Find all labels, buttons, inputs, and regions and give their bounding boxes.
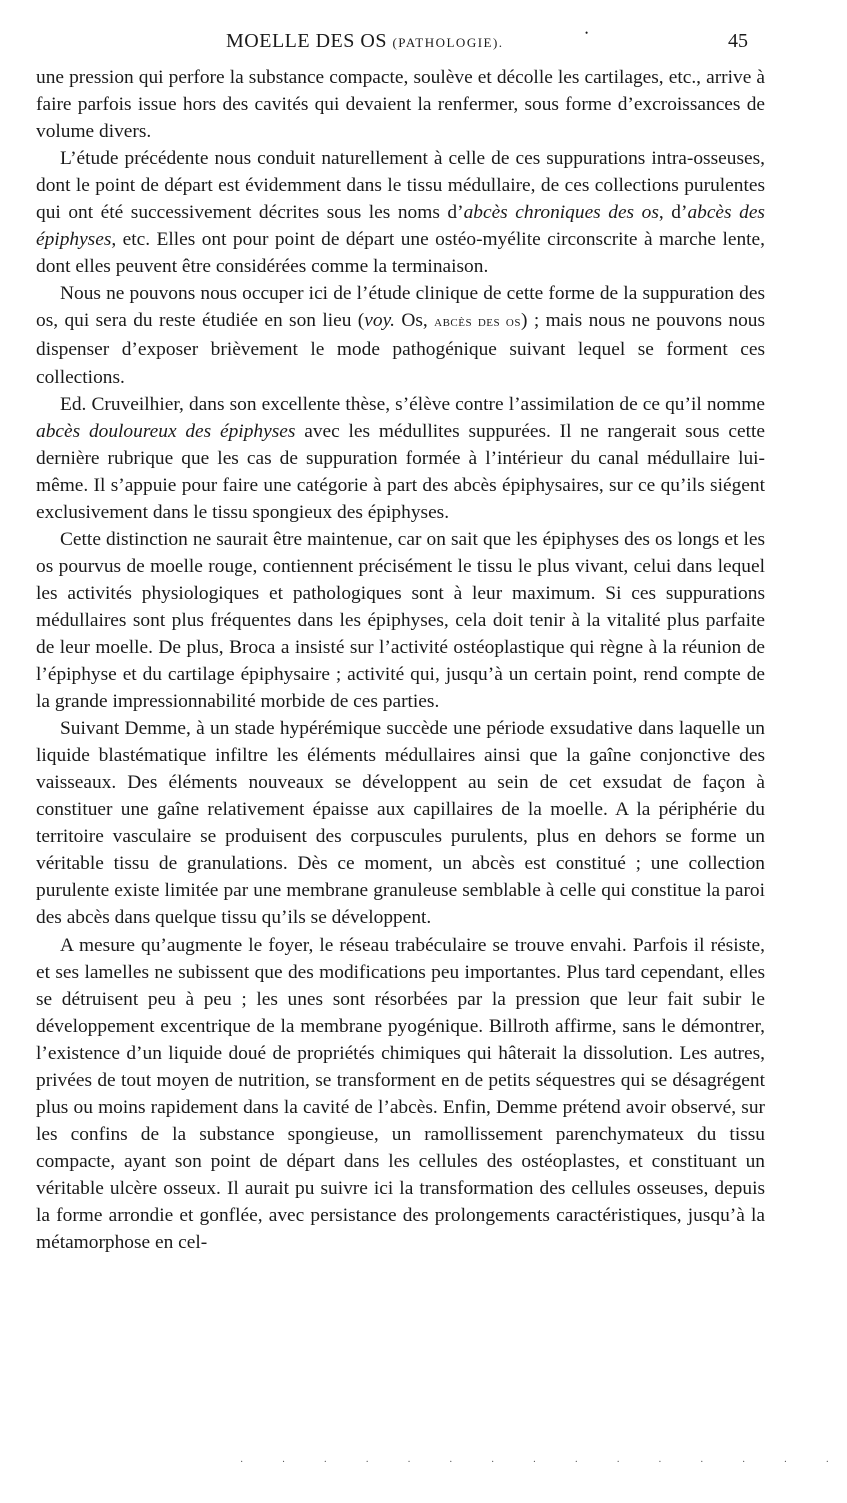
print-speck: • [585,28,589,38]
header-title-group [226,30,504,53]
header-subtitle: (PATHOLOGIE). [392,35,504,50]
italic-phrase: abcès des épiphyses [36,202,765,251]
text-run: Suivant Demme, à un stade hypérémique succède une période exsudative dans laquelle un liquide blastématique infiltre les éléments médullaires ainsi que la gaîne conjonctive des vaisseaux. Des éléments nouveaux se développent au sein de cet exsudat de façon à constituer une gaîne relativement épaisse aux capillaires de la moelle. A la périphérie du territoire vasculaire se produisent des corpuscules purulents, plus en dehors se forme un véritable tissu de granulations. Dès ce moment, un abcès est constitué ; une collection purulente existe limitée par une membrane granuleuse semblable à celle qui constitue la paroi des abcès dans quelque tissu qu’ils se développent. [36,718,765,929]
text-run: Cette distinction ne saurait être maintenue, car on sait que les épiphyses des os longs et les os pourvus de moelle rouge, contiennent précisément le tissu le plus vivant, celui dans lequel les activités physiologiques et pathologiques sont à leur maximum. Si ces suppurations médullaires sont plus fréquentes dans les épiphyses, cela doit tenir à la vitalité plus parfaite de leur moelle. De plus, Broca a insisté sur l’activité ostéoplastique qui règne à la réunion de l’épiphyse et du cartilage épiphysaire ; activité qui, jusqu’à un certain point, rend compte de la grande impressionnabilité morbide de ces parties. [36,528,765,713]
paragraph [36,145,765,280]
page-number: 45 [728,30,748,52]
text-run: , etc. Elles ont pour point de départ une ostéo-myélite circonscrite à marche lente, dont elles peuvent être considérées comme la terminaison. [36,229,765,278]
text-run: Os, [394,310,435,332]
bottom-print-noise: · · · · · · · · · · · · · · · [240,1457,847,1468]
italic-phrase: voy. [364,310,395,332]
small-caps-phrase: abcès des os [434,314,521,331]
paragraph [36,64,765,145]
paragraph [36,391,765,526]
text-run: Nous ne pouvons nous occuper ici de l’étude clinique de cette forme de la suppuration des os, qui sera du reste étudiée en son lieu ( [36,283,765,332]
paragraph [36,932,765,1257]
text-run: , d’ [658,202,688,224]
text-run: A mesure qu’augmente le foyer, le réseau trabéculaire se trouve envahi. Parfois il résiste, et ses lamelles ne subissent que des modifications peu importantes. Plus tard cependant, elles se détruisent peu à peu ; les unes sont résorbées par la pression que leur fait subir le développement excentrique de la membrane pyogénique. Billroth affirme, sans le démontrer, l’existence d’un liquide doué de propriétés chimiques qui hâterait la dissolution. Les autres, privées de tout moyen de nutrition, se transforment en de petits séquestres qui se désagrégent plus ou moins rapidement dans la cavité de l’abcès. Enfin, Demme prétend avoir observé, sur les confins de la substance spongieuse, un ramollissement parenchymateux du tissu compacte, ayant son point de départ dans les cellules des ostéoplastes, et constituant un véritable ulcère osseux. Il aurait pu suivre ici la transformation des cellules osseuses, depuis la forme arrondie et gonflée, avec persistance des prolongements caractéristiques, jusqu’à la métamorphose en cel- [36,934,765,1254]
paragraph [36,280,765,390]
paragraph [36,526,765,715]
body-text [36,64,765,1256]
text-run: L’étude précédente nous conduit naturellement à celle de ces suppurations intra-osseuses, dont le point de départ est évidemment dans le tissu médullaire, de ces collections purulentes qui ont été successivement décrites sous les noms d’ [36,148,765,224]
italic-phrase: abcès douloureux des épiphyses [36,420,296,442]
text-run: avec les médullites suppurées. Il ne rangerait sous cette dernière rubrique que les cas de suppuration formée à l’intérieur du canal médullaire lui-même. Il s’appuie pour faire une catégorie à part des abcès épiphysaires, sur ce qu’ils siégent exclusivement dans le tissu spongieux des épiphyses. [36,420,765,523]
text-run: Ed. Cruveilhier, dans son excellente thèse, s’élève contre l’assimilation de ce qu’il nomme [60,393,765,415]
header-title: MOELLE DES OS [226,30,387,52]
text-run: une pression qui perfore la substance compacte, soulève et décolle les cartilages, etc., arrive à faire parfois issue hors des cavités qui devaient la renfermer, sous forme d’excroissances de volume divers. [36,67,765,143]
italic-phrase: abcès chroniques des os [463,202,659,224]
paragraph [36,715,765,931]
running-header [0,26,800,56]
text-run: ) ; mais nous ne pouvons nous dispenser d’exposer brièvement le mode pathogénique suivant lequel se forment ces collections. [36,310,766,388]
